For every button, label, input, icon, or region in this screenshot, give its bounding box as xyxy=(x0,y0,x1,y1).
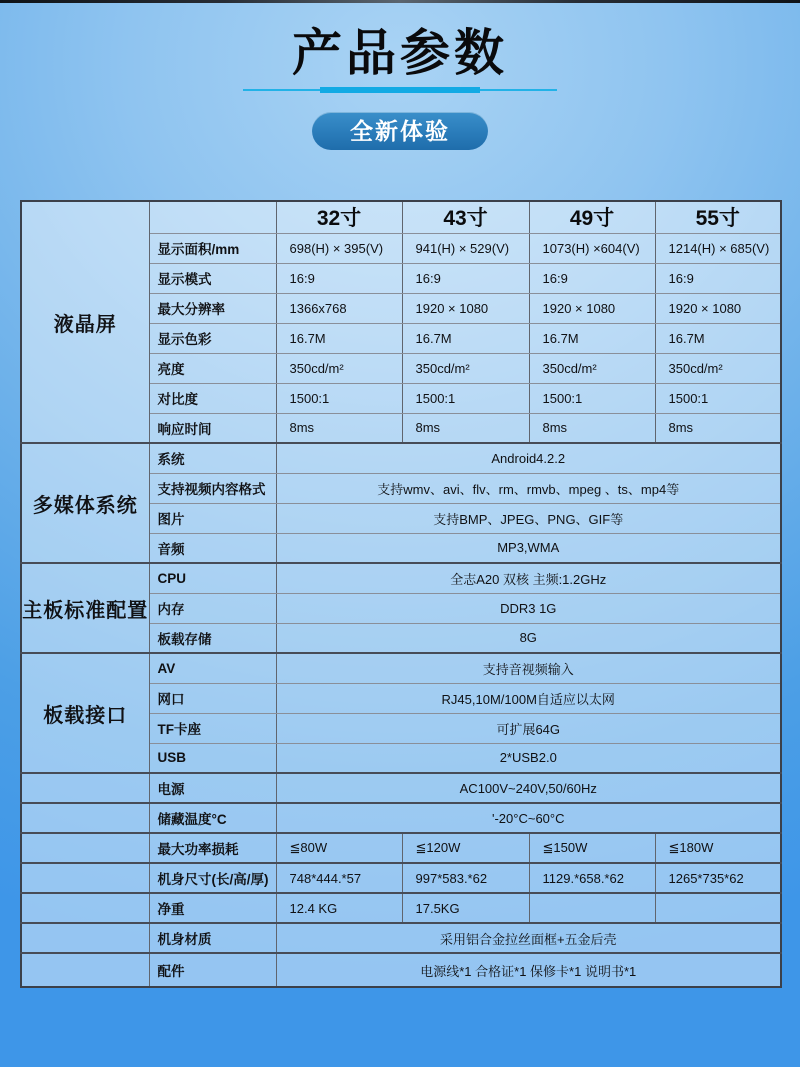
top-border-line xyxy=(0,0,800,3)
row-label: 响应时间 xyxy=(149,413,276,443)
row-label: 对比度 xyxy=(149,383,276,413)
row-label: 电源 xyxy=(149,773,276,803)
row-os xyxy=(21,443,781,473)
cell-value: 17.5KG xyxy=(402,893,529,923)
group-cell-multimedia: 多媒体系统 xyxy=(21,443,149,563)
cell-value: 16.7M xyxy=(276,323,402,353)
cell-value: ≦80W xyxy=(276,833,402,863)
cell-value: '-20°C~60°C xyxy=(276,803,781,833)
product-spec-table xyxy=(20,200,782,988)
cell-value: MP3,WMA xyxy=(276,533,781,563)
cell-value: 支持BMP、JPEG、PNG、GIF等 xyxy=(276,503,781,533)
group-cell-ports: 板载接口 xyxy=(21,653,149,773)
row-power xyxy=(21,773,781,803)
row-label: 最大分辨率 xyxy=(149,293,276,323)
cell-value: 698(H) × 395(V) xyxy=(276,233,402,263)
row-label: 板载存储 xyxy=(149,623,276,653)
cell-value: 1500:1 xyxy=(402,383,529,413)
cell-value: Android4.2.2 xyxy=(276,443,781,473)
cell-value: 1920 × 1080 xyxy=(529,293,655,323)
cell-value: 8ms xyxy=(402,413,529,443)
row-label: CPU xyxy=(149,563,276,593)
cell-value: 350cd/m² xyxy=(529,353,655,383)
group-cell-mainboard: 主板标准配置 xyxy=(21,563,149,653)
corner-cell xyxy=(149,201,276,233)
cell-value: 采用铝合金拉丝面框+五金后壳 xyxy=(276,923,781,953)
cell-value: 电源线*1 合格证*1 保修卡*1 说明书*1 xyxy=(276,953,781,987)
row-label: 音频 xyxy=(149,533,276,563)
row-label: 配件 xyxy=(149,953,276,987)
cell-value: 1500:1 xyxy=(529,383,655,413)
group-cell-empty xyxy=(21,893,149,923)
row-label: 网口 xyxy=(149,683,276,713)
cell-value: 12.4 KG xyxy=(276,893,402,923)
row-label: 系统 xyxy=(149,443,276,473)
cell-value: 16:9 xyxy=(276,263,402,293)
title-divider-accent xyxy=(320,87,480,93)
cell-value: 8ms xyxy=(276,413,402,443)
group-cell-empty xyxy=(21,803,149,833)
size-header-32: 32寸 xyxy=(276,201,402,233)
row-dimensions xyxy=(21,863,781,893)
group-cell-empty xyxy=(21,923,149,953)
cell-value: 1920 × 1080 xyxy=(655,293,781,323)
row-label: 净重 xyxy=(149,893,276,923)
cell-value: 1500:1 xyxy=(655,383,781,413)
cell-value: 2*USB2.0 xyxy=(276,743,781,773)
row-cpu xyxy=(21,563,781,593)
row-label: USB xyxy=(149,743,276,773)
group-cell-empty xyxy=(21,863,149,893)
group-cell-empty xyxy=(21,773,149,803)
row-label: 亮度 xyxy=(149,353,276,383)
cell-value: 1366x768 xyxy=(276,293,402,323)
cell-value: 支持wmv、avi、flv、rm、rmvb、mpeg 、ts、mp4等 xyxy=(276,473,781,503)
cell-value: ≦150W xyxy=(529,833,655,863)
row-av xyxy=(21,653,781,683)
cell-value: 1073(H) ×604(V) xyxy=(529,233,655,263)
group-cell-empty xyxy=(21,833,149,863)
cell-value: 16:9 xyxy=(402,263,529,293)
cell-value: 可扩展64G xyxy=(276,713,781,743)
cell-value: DDR3 1G xyxy=(276,593,781,623)
cell-value: 16:9 xyxy=(529,263,655,293)
cell-value: 1214(H) × 685(V) xyxy=(655,233,781,263)
row-body-material xyxy=(21,923,781,953)
row-label: 最大功率损耗 xyxy=(149,833,276,863)
cell-value: RJ45,10M/100M自适应以太网 xyxy=(276,683,781,713)
cell-value: ≦120W xyxy=(402,833,529,863)
cell-value: 1129.*658.*62 xyxy=(529,863,655,893)
cell-value: 16:9 xyxy=(655,263,781,293)
cell-value: 350cd/m² xyxy=(402,353,529,383)
cell-value: ≦180W xyxy=(655,833,781,863)
group-cell-lcd: 液晶屏 xyxy=(21,201,149,443)
row-label: 储藏温度°C xyxy=(149,803,276,833)
size-header-55: 55寸 xyxy=(655,201,781,233)
cell-value: 全志A20 双核 主频:1.2GHz xyxy=(276,563,781,593)
row-label: 内存 xyxy=(149,593,276,623)
row-label: AV xyxy=(149,653,276,683)
cell-value: 1920 × 1080 xyxy=(402,293,529,323)
row-label: 显示面积/mm xyxy=(149,233,276,263)
row-label: 机身尺寸(长/高/厚) xyxy=(149,863,276,893)
row-label: 显示色彩 xyxy=(149,323,276,353)
experience-badge-label: 全新体验 xyxy=(350,118,450,144)
row-label: TF卡座 xyxy=(149,713,276,743)
row-label: 机身材质 xyxy=(149,923,276,953)
page-title: 产品参数 xyxy=(292,25,508,81)
cell-value: 16.7M xyxy=(529,323,655,353)
cell-value xyxy=(529,893,655,923)
cell-value xyxy=(655,893,781,923)
cell-value: 1500:1 xyxy=(276,383,402,413)
row-label: 显示模式 xyxy=(149,263,276,293)
experience-badge xyxy=(312,112,488,150)
cell-value: 8ms xyxy=(529,413,655,443)
cell-value: 8G xyxy=(276,623,781,653)
cell-value: 8ms xyxy=(655,413,781,443)
cell-value: 支持音视频输入 xyxy=(276,653,781,683)
cell-value: 997*583.*62 xyxy=(402,863,529,893)
cell-value: 16.7M xyxy=(655,323,781,353)
cell-value: 350cd/m² xyxy=(276,353,402,383)
row-label: 支持视频内容格式 xyxy=(149,473,276,503)
size-header-49: 49寸 xyxy=(529,201,655,233)
cell-value: 941(H) × 529(V) xyxy=(402,233,529,263)
cell-value: 748*444.*57 xyxy=(276,863,402,893)
cell-value: AC100V~240V,50/60Hz xyxy=(276,773,781,803)
row-max-power xyxy=(21,833,781,863)
size-header-43: 43寸 xyxy=(402,201,529,233)
group-cell-empty xyxy=(21,953,149,987)
row-storage-temp xyxy=(21,803,781,833)
cell-value: 350cd/m² xyxy=(655,353,781,383)
row-accessories xyxy=(21,953,781,987)
row-net-weight xyxy=(21,893,781,923)
cell-value: 1265*735*62 xyxy=(655,863,781,893)
cell-value: 16.7M xyxy=(402,323,529,353)
row-label: 图片 xyxy=(149,503,276,533)
size-header-row xyxy=(21,201,781,233)
title-divider xyxy=(243,89,557,91)
